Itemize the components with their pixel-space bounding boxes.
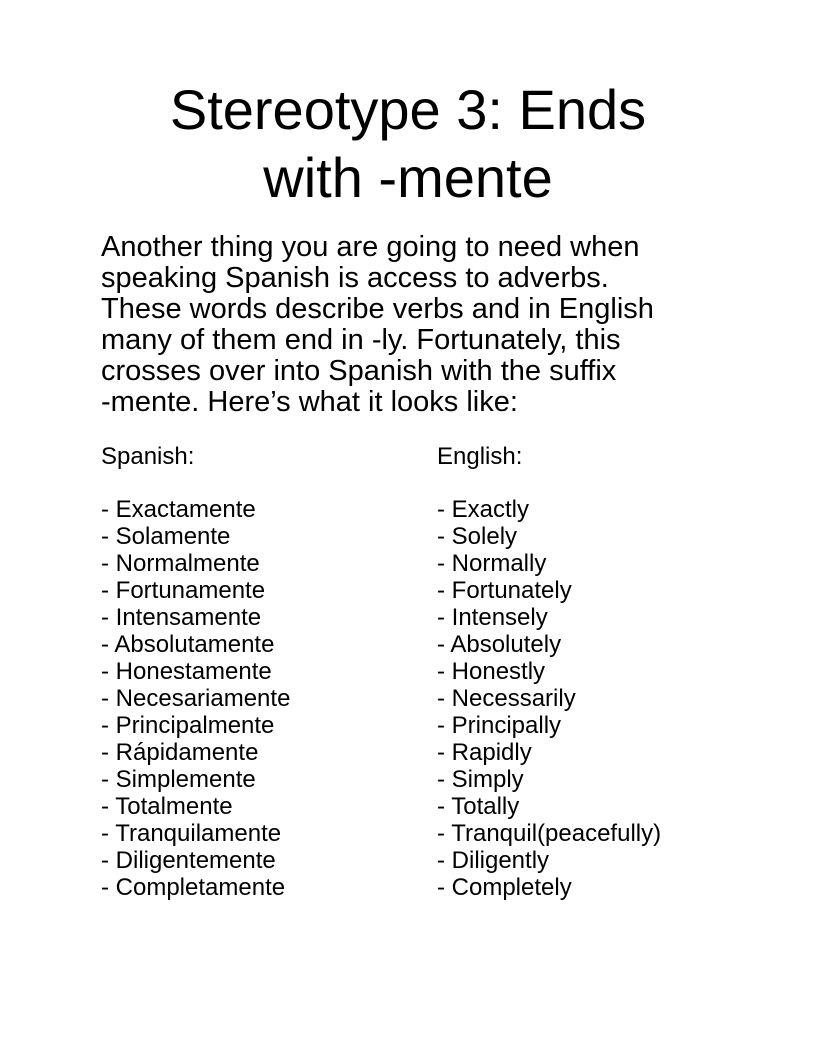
spanish-word: - Intensamente bbox=[101, 604, 262, 631]
title-line-1: Stereotype 3: Ends bbox=[169, 78, 647, 141]
spanish-word: - Absolutamente bbox=[101, 631, 275, 658]
spanish-word: - Exactamente bbox=[101, 496, 256, 523]
english-word: - Normally bbox=[437, 550, 547, 577]
english-word: - Diligently bbox=[437, 847, 550, 874]
intro-line: crosses over into Spanish with the suffix bbox=[101, 355, 617, 387]
intro-line: speaking Spanish is access to adverbs. bbox=[101, 262, 609, 294]
english-word: - Rapidly bbox=[437, 739, 532, 766]
english-word: - Solely bbox=[437, 523, 518, 550]
intro-paragraph bbox=[101, 232, 741, 418]
spanish-word: - Rápidamente bbox=[101, 739, 259, 766]
english-column-header: English: bbox=[437, 443, 523, 470]
intro-line: many of them end in -ly. Fortunately, this bbox=[101, 324, 621, 356]
intro-line: -mente. Here’s what it looks like: bbox=[101, 386, 518, 418]
spanish-word-list bbox=[101, 496, 421, 901]
english-word: - Simply bbox=[437, 766, 524, 793]
spanish-word: - Tranquilamente bbox=[101, 820, 282, 847]
english-word: - Fortunately bbox=[437, 577, 572, 604]
spanish-column-header: Spanish: bbox=[101, 443, 195, 470]
english-word: - Honestly bbox=[437, 658, 546, 685]
english-word: - Totally bbox=[437, 793, 520, 820]
spanish-word: - Solamente bbox=[101, 523, 231, 550]
english-word: - Tranquil(peacefully) bbox=[437, 820, 662, 847]
spanish-word: - Normalmente bbox=[101, 550, 260, 577]
spanish-word: - Diligentemente bbox=[101, 847, 276, 874]
spanish-word: - Fortunamente bbox=[101, 577, 266, 604]
english-word: - Exactly bbox=[437, 496, 530, 523]
spanish-word: - Principalmente bbox=[101, 712, 275, 739]
title-line-2: with -mente bbox=[263, 146, 553, 209]
spanish-word: - Necesariamente bbox=[101, 685, 291, 712]
spanish-word: - Totalmente bbox=[101, 793, 233, 820]
english-word-list bbox=[437, 496, 777, 901]
spanish-word: - Completamente bbox=[101, 874, 286, 901]
spanish-word: - Honestamente bbox=[101, 658, 272, 685]
english-word: - Principally bbox=[437, 712, 562, 739]
english-word: - Necessarily bbox=[437, 685, 576, 712]
english-word: - Absolutely bbox=[437, 631, 562, 658]
intro-line: Another thing you are going to need when bbox=[101, 231, 640, 263]
page-title bbox=[0, 76, 816, 212]
intro-line: These words describe verbs and in English bbox=[101, 293, 654, 325]
english-word: - Intensely bbox=[437, 604, 548, 631]
english-word: - Completely bbox=[437, 874, 572, 901]
english-column bbox=[437, 443, 777, 901]
spanish-column bbox=[101, 443, 421, 901]
spanish-word: - Simplemente bbox=[101, 766, 256, 793]
